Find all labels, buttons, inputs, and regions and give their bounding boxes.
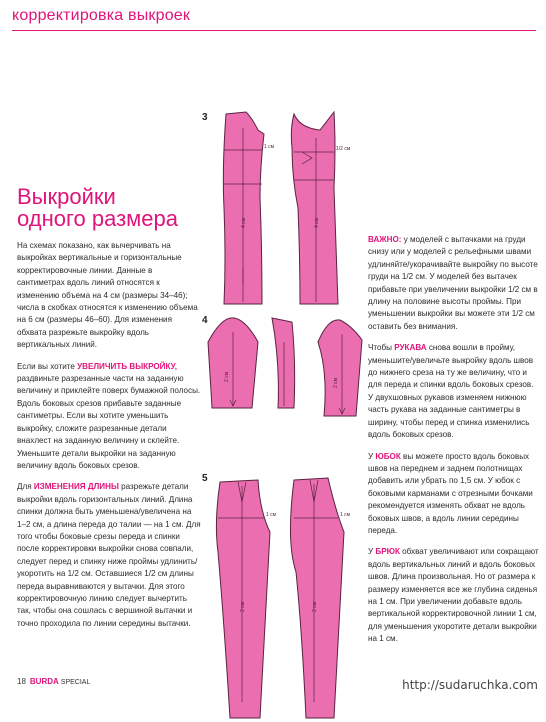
figure-3-number: 3 xyxy=(202,112,208,123)
trouser-front-piece xyxy=(216,480,270,718)
figure-3-label-front-length: 1/2 см xyxy=(336,146,351,152)
trouser-back-piece xyxy=(290,478,344,718)
right-paragraph-4 xyxy=(368,546,540,645)
left-p2-body: раздвиньте разрезанные части на заданную величину и приклейте поверх бумажной полосы. Вдоль боковых срезов прибавьте заданные сантиметры. Если вы хотите уменьшить выкройку, сложите разрезанные детали внахлест на заданную величину и склейте. Уменьшите детали выкройки на заданную величину вдоль боковых срезов. xyxy=(17,374,201,470)
right-p1-highlight: ВАЖНО: xyxy=(368,235,402,244)
right-p1-body: у моделей с вытачками на груди снизу или у моделей с рельефными швами удлиняйте/укорачивайте выкройку по высоте груди на 1/2 см. У моделей без вытачек прибавьте при увеличении выкройки 1/2 см в длину на половине высоты проймы. При уменьшении выкройки вы можете эти 1/2 см оставить без внимания. xyxy=(368,235,538,331)
left-p2-highlight: УВЕЛИЧИТЬ ВЫКРОЙКУ, xyxy=(77,361,178,371)
figure-5-label-front-length: 1 см xyxy=(266,512,277,518)
left-p3-body: разрежьте детали выкройки вдоль горизонтальных линий. Длина спинки должна быть уменьшена/увеличена на 1–2 см, а длина переда до талии — на 1 см. Для того чтобы боковые срезы переда и спинки после корректировки выкройки снова совпали, следует перед и спинку ниже проймы удлинить/укоротить на 1/2 см. Оставшиеся 1/2 см длины переда выравниваются у вытачки. Для этого корректировочную линию следует вычертить так, чтобы она сошлась с вершиной вытачки и точно проходила по линии середины вытачки. xyxy=(17,482,201,628)
header-rule xyxy=(12,30,536,31)
figure-5-label-back: 2 см xyxy=(312,601,318,612)
upper-sleeve-piece xyxy=(318,320,362,416)
figure-3-label-back: 4 см xyxy=(241,217,247,228)
figure-3-bodice-pieces xyxy=(216,108,366,308)
figure-4-label-sleeve: 2 см xyxy=(224,371,230,382)
section-title-line-1: Выкройки xyxy=(17,184,116,209)
figure-4-label-upper-sleeve: 2 см xyxy=(333,377,339,388)
right-p2-lead: Чтобы xyxy=(368,343,395,353)
right-paragraph-3 xyxy=(368,451,540,538)
right-text-column xyxy=(368,234,540,655)
right-paragraph-1 xyxy=(368,234,540,333)
section-title-line-2: одного размера xyxy=(17,206,179,231)
left-paragraph-1: На схемах показано, как вычерчивать на выкройках вертикальные и горизонтальные корректировочные линии. Данные в сантиметрах вдоль линий относятся к изменению объема на 4 см (размеры 34–46); числа в скобках относятся к изменению объема на 6 см (размеры 46–60). Для изменения обхвата разрежьте выкройку вдоль вертикальных линий. xyxy=(17,241,198,350)
brand-suffix: SPECIAL xyxy=(60,679,91,686)
figure-5-number: 5 xyxy=(202,473,208,484)
figure-5-label-front: 2 см xyxy=(240,601,246,612)
left-p3-lead: Для xyxy=(17,482,34,492)
header-title: корректировка выкроек xyxy=(12,7,191,24)
page-footer xyxy=(17,677,90,686)
back-piece xyxy=(223,112,264,304)
right-p3-highlight: ЮБОК xyxy=(375,451,401,461)
right-p4-body: обхват увеличивают или сокращают вдоль вертикальных линий и вдоль боковых швов. Длина произвольная. Но от размера к размеру изменяется все же глубина сиденья на 1 см. При увеличении добавьте вдоль вертикальной корректировочной линии 1 см, для уменьшения укоротите детали выкройки на 1 см. xyxy=(368,547,539,644)
right-p3-lead: У xyxy=(368,451,376,461)
right-paragraph-2 xyxy=(368,342,540,441)
left-paragraph-2 xyxy=(17,361,202,473)
under-sleeve-piece xyxy=(272,318,295,408)
figure-5-label-back-length: 1 см xyxy=(340,512,351,518)
left-p3-highlight: ИЗМЕНЕНИЯ ДЛИНЫ xyxy=(33,482,119,492)
front-piece xyxy=(291,112,338,304)
right-p4-lead: У xyxy=(368,547,376,557)
figure-3-label-back-length: 1 см xyxy=(264,144,275,150)
right-p2-body: снова вошли в пройму, уменьшите/увеличьте выкройку вдоль швов до нижнего среза на ту же величину, что и для переда и спинки вдоль боковых срезов. У двухшовных рукавов изменяем нижнюю часть рукава на заданные сантиметры в ширину, чтобы перед и спинка изменились вдоль боковых срезов. xyxy=(368,343,534,440)
left-paragraph-3 xyxy=(17,481,202,630)
section-title xyxy=(17,186,178,230)
right-p4-highlight: БРЮК xyxy=(375,547,400,557)
figure-4-number: 4 xyxy=(202,315,208,326)
right-p2-highlight: РУКАВА xyxy=(394,343,427,353)
left-text-column xyxy=(17,240,202,639)
brand-name: BURDA xyxy=(29,677,59,686)
figure-3-label-front: 4 см xyxy=(314,217,320,228)
page-header xyxy=(0,0,546,40)
page-number: 18 xyxy=(17,677,26,686)
figure-4-sleeve-pieces xyxy=(206,312,366,422)
right-p3-body: вы можете просто вдоль боковых швов на переднем и заднем полотнищах добавить или убрать по 1,5 см. У юбок с боковыми карманами с отрезными бочками рекомендуется изменять обхват не вдоль боковых швов, а вдоль линии середины переда. xyxy=(368,451,533,535)
left-p2-lead: Если вы хотите xyxy=(17,361,78,371)
watermark-url: http://sudaruchka.com xyxy=(402,678,538,692)
figure-5-trouser-pieces xyxy=(210,472,366,722)
